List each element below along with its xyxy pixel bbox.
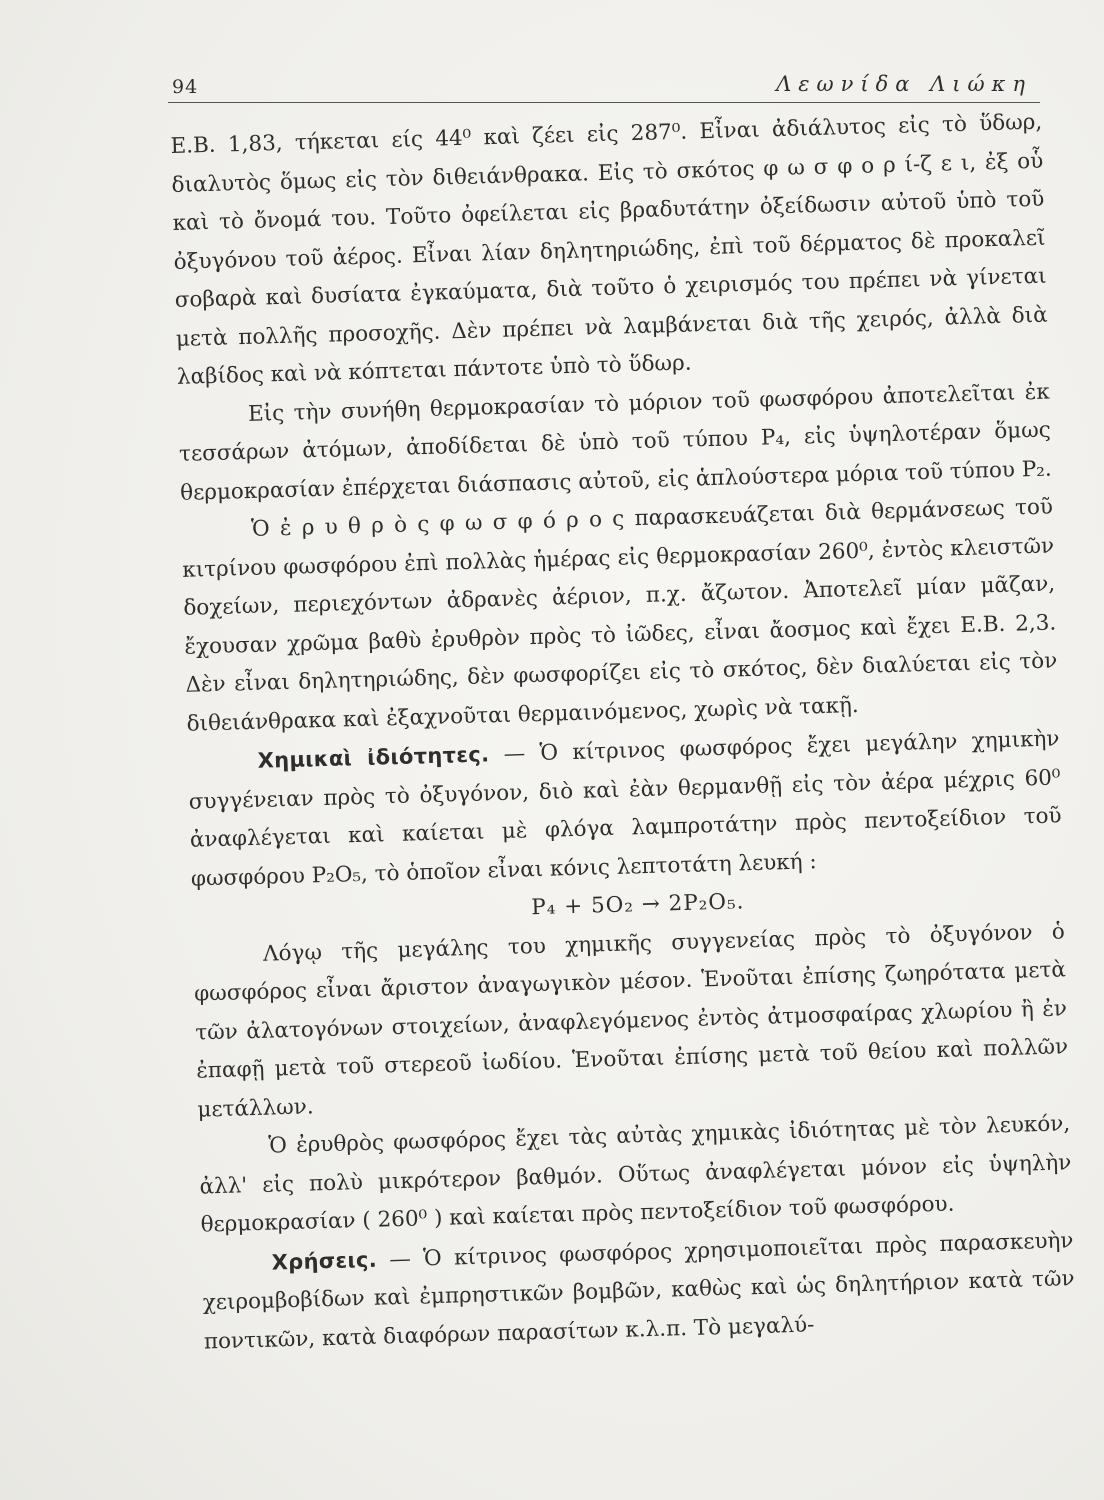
uses-text: — Ὁ κίτρινος φωσφόρος χρησιμοποιεῖται πρὸς παρασκευὴν χειρομβοβίδων καὶ ἐμπρηστικῶν βομβῶν, καθὼς καὶ ὡς δηλητήριον κατὰ τῶν ποντικῶν, κατὰ διαφόρων παρασίτων κ.λ.π. Τὸ μεγαλύ- bbox=[202, 1227, 1075, 1355]
combustion-equation: P₄ + 5O₂ → 2P₂O₅. bbox=[530, 889, 745, 921]
paragraph-properties: Ε.Β. 1,83, τήκεται είς 44⁰ καὶ ζέει εἰς 287⁰. Εἶναι ἀδιάλυτος εἰς τὸ ὕδωρ, διαλυτὸς ὅμως εἰς τὸν διθειάνθρακα. Εἰς τὸ σκότος φ ω σ φ ο ρ ί-ζ ε ι, ἐξ οὗ καὶ τὸ ὄνομά του. Τοῦτο ὀφείλεται εἰς βραδυτάτην ὀξείδωσιν αὐτοῦ ὑπὸ τοῦ ὀξυγόνου τοῦ ἀέρος. Εἶναι λίαν δηλητηριώδης, ἐπὶ τοῦ δέρματος δὲ προκαλεῖ σοβαρὰ καὶ δυσίατα ἐγκαύματα, διὰ τοῦτο ὁ χειρισμός του πρέπει νὰ γίνεται μετὰ πολλῆς προσοχῆς. Δὲν πρέπει νὰ λαμβάνεται διὰ τῆς χειρός, ἀλλὰ διὰ λαβίδος καὶ νὰ κόπτεται πάντοτε ὑπὸ τὸ ὕδωρ. bbox=[170, 109, 1048, 390]
section-heading-uses: Χρήσεις. bbox=[271, 1247, 378, 1275]
paragraph-chemical-properties bbox=[187, 719, 1063, 898]
running-header bbox=[168, 62, 1040, 103]
running-author: Λεωνίδα Λιώκη bbox=[776, 72, 1032, 96]
section-heading-chemical-properties: Χημικαὶ ἰδιότητες. bbox=[257, 742, 490, 773]
body-text bbox=[170, 104, 1076, 1362]
paragraph-red-phosphorus-reactivity: Ὁ ἐρυθρὸς φωσφόρος ἔχει τὰς αὐτὰς χημικὰς ἰδιότητας μὲ τὸν λευκόν, ἀλλ' εἰς πολὺ μικρότερον βαθμόν. Οὕτως ἀναφλέγεται μόνον εἰς ὑψηλὴν θερμοκρασίαν ( 260⁰ ) καὶ καίεται πρὸς πεντοξείδιον τοῦ φωσφόρου. bbox=[199, 1111, 1072, 1238]
paragraph-uses bbox=[201, 1221, 1076, 1362]
paragraph-reducing-agent: Λόγῳ τῆς μεγάλης του χημικῆς συγγενείας πρὸς τὸ ὀξυγόνον ὁ φωσφόρος εἶναι ἄριστον ἀναγωγικὸν μέσον. Ἑνοῦται ἐπίσης ζωηρότατα μετὰ τῶν ἀλατογόνων στοιχείων, ἀναφλεγόμενος ἐντὸς ἀτμοσφαίρας χλωρίου ἢ ἐν ἐπαφῇ μετὰ τοῦ στερεοῦ ἰωδίου. Ἑνοῦται ἐπίσης μετὰ τοῦ θείου καὶ πολλῶν μετάλλων. bbox=[193, 918, 1069, 1123]
paragraph-molecule: Εἰς τὴν συνήθη θερμοκρασίαν τὸ μόριον τοῦ φωσφόρου ἀποτελεῖται ἐκ τεσσάρων ἀτόμων, ἀποδίδεται δὲ ὑπὸ τοῦ τύπου P₄, εἰς ὑψηλοτέραν ὅμως θερμοκρασίαν ἐπέρχεται διάσπασις αὐτοῦ, εἰς ἁπλούστερα μόρια τοῦ τύπου P₂. bbox=[178, 379, 1053, 506]
paragraph-red-phosphorus: Ὁ ἐ ρ υ θ ρ ὸ ς φ ω σ φ ό ρ ο ς παρασκευάζεται διὰ θερμάνσεως τοῦ κιτρίνου φωσφόρου ἐπὶ πολλὰς ἡμέρας εἰς θερμοκρασίαν 260⁰, ἐντὸς κλειστῶν δοχείων, περιεχόντων ἀδρανὲς ἀέριον, π.χ. ἄζωτον. Ἀποτελεῖ μίαν μᾶζαν, ἔχουσαν χρῶμα βαθὺ ἐρυθρὸν πρὸς τὸ ἰῶδες, εἶναι ἄοσμος καὶ ἔχει Ε.Β. 2,3. Δὲν εἶναι δηλητηριώδης, δὲν φωσφορίζει εἰς τὸ σκότος, δὲν διαλύεται εἰς τὸν διθειάνθρακα καὶ ἐξαχνοῦται θερμαινόμενος, χωρὶς νὰ τακῇ. bbox=[181, 494, 1058, 737]
page-number: 94 bbox=[172, 76, 199, 98]
chemical-properties-text: — Ὁ κίτρινος φωσφόρος ἔχει μεγάλην χημικὴν συγγένειαν πρὸς τὸ ὀξυγόνον, διὸ καὶ ἐὰν θερμανθῇ εἰς τὸν ἀέρα μέχρις 60⁰ ἀναφλέγεται καὶ καίεται μὲ φλόγα λαμπροτάτην πρὸς πεντοξείδιον τοῦ φωσφόρου P₂O₅, τὸ ὁποῖον εἶναι κόνις λεπτοτάτη λευκή : bbox=[188, 726, 1062, 892]
